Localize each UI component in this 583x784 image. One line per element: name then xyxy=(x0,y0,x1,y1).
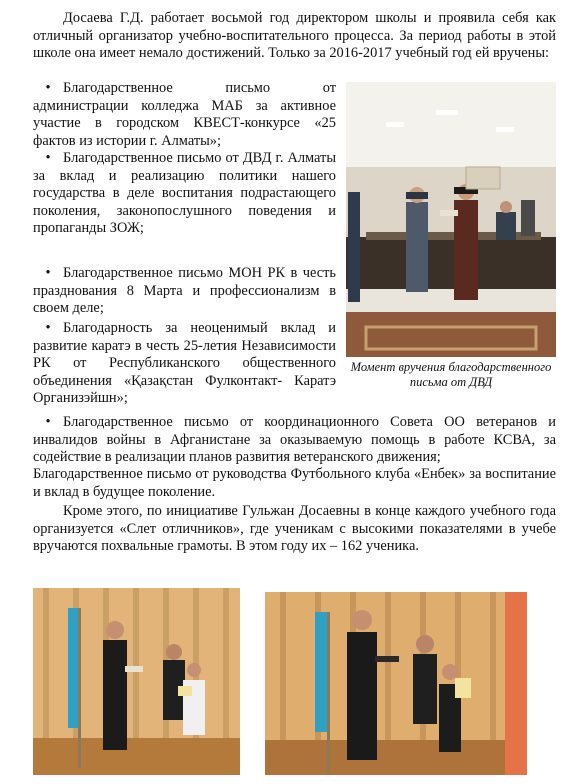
bullet-marker: • xyxy=(45,80,51,96)
award-item-3: • Благодарственное письмо МОН РК в честь празднования 8 Марта и профессионализм в своем деле; xyxy=(33,265,336,317)
award-item-5: • Благодарственное письмо от координационного Совета ОО ветеранов и инвалидов войны в Афганистане за оказываемую помощь в работе КСВА, за содействие в реализации планов развития ветеранского движения; xyxy=(33,414,556,466)
award-item-1: • Благодарственное письмо от администрации колледжа МАБ за активное участие в городском КВЕСТ-конкурсе «25 фактов из истории г. Алматы»; xyxy=(33,80,336,149)
bullet-marker: • xyxy=(45,265,51,281)
award-item-4: • Благодарность за неоценимый вклад и развитие каратэ в честь 25-летия Независимости РК от Республиканского общественного объединения «Қазақстан Фулконтакт- Каратэ Организэйшн»; xyxy=(33,320,336,407)
photo-caption: Момент вручения благодарственного письма от ДВД xyxy=(350,360,552,389)
intro-paragraph: Досаева Г.Д. работает восьмой год директором школы и проявила себя как отличный организатор учебно-воспитательного процесса. За период работы в этой школе она имеет немало достижений. Только за 2016-2017 учебный год ей вручены: xyxy=(33,10,556,62)
honor-students-photo-2 xyxy=(265,592,527,775)
football-club-award: Благодарственное письмо от руководства Футбольного клуба «Енбек» за воспитание и вклад в будущее поколение. xyxy=(33,466,556,500)
honor-students-photo-1 xyxy=(33,588,240,775)
closing-paragraph: Кроме этого, по инициативе Гульжан Досаевны в конце каждого учебного года организуется «Слет отличников», где ученикам с высокими показателями в учебе вручаются похвальные грамоты. В этом году их – 162 ученика. xyxy=(33,503,556,555)
award-item-2: • Благодарственное письмо от ДВД г. Алматы за вклад и реализацию политики нашего государства в деле воспитания подрастающего поколения, законопослушного поведения и пропаганды ЗОЖ; xyxy=(33,150,336,237)
award-ceremony-photo xyxy=(346,82,556,357)
bullet-marker: • xyxy=(45,414,51,430)
bullet-marker: • xyxy=(45,150,51,166)
bullet-marker: • xyxy=(45,320,51,336)
